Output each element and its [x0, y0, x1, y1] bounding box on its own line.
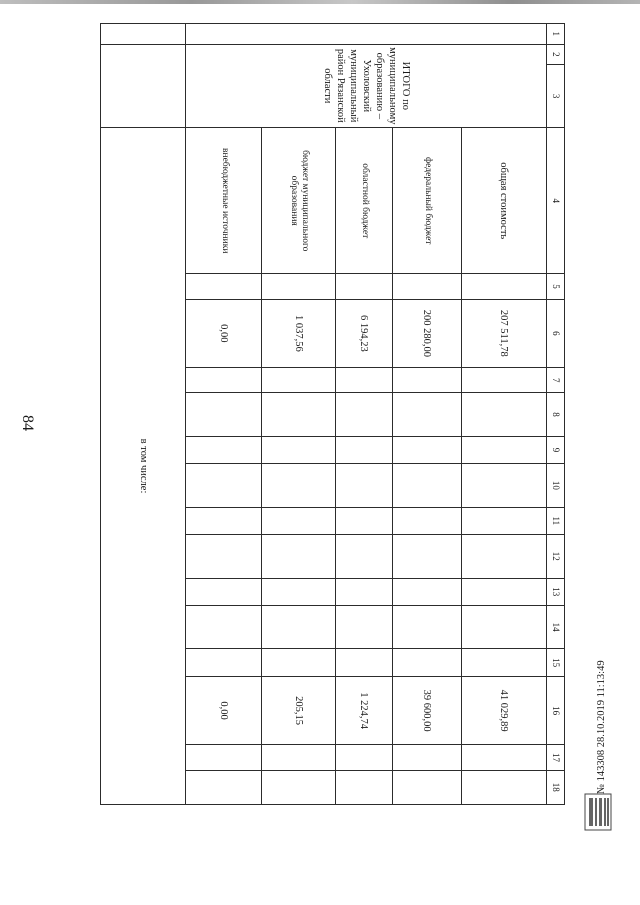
registration-stamp-text: № 143308 28.10.2019 11:13:49 — [596, 660, 607, 794]
row-label-municipal: бюджет муниципального образования — [262, 128, 336, 274]
total-col16: 41 029,89 — [461, 676, 546, 745]
col-index-2: 2 — [547, 44, 565, 65]
table-row-regional — [335, 24, 392, 805]
federal-col16: 39 600,00 — [392, 676, 461, 745]
col-index-7: 7 — [547, 368, 565, 393]
summary-title: ИТОГО по муниципальному образованию – Ухоловский муниципальный район Рязанской области — [186, 44, 547, 127]
empty-col-1 — [186, 24, 547, 45]
table-row-extrabudget — [186, 24, 262, 805]
row-label-extrabudget: внебюджетные источники — [186, 128, 262, 274]
federal-col6: 200 280,00 — [392, 299, 461, 368]
table-row-federal — [392, 24, 461, 805]
col-index-13: 13 — [547, 578, 565, 605]
scan-edge — [0, 0, 640, 4]
col-index-15: 15 — [547, 649, 565, 676]
col-index-1: 1 — [547, 24, 565, 45]
col-index-16: 16 — [547, 676, 565, 745]
row-label-federal: федеральный бюджет — [392, 128, 461, 274]
table-row-municipal — [262, 24, 336, 805]
municipal-col6: 1 037,56 — [262, 299, 336, 368]
municipal-col16: 205,15 — [262, 676, 336, 745]
regional-col16: 1 224,74 — [335, 676, 392, 745]
col-index-10: 10 — [547, 464, 565, 507]
col-index-3: 3 — [547, 65, 565, 128]
regional-col6: 6 194,23 — [335, 299, 392, 368]
col-index-9: 9 — [547, 436, 565, 463]
total-col6: 207 511,78 — [461, 299, 546, 368]
extrabudget-col6: 0,00 — [186, 299, 262, 368]
col-index-4: 4 — [547, 128, 565, 274]
col-index-11: 11 — [547, 507, 565, 534]
extrabudget-col16: 0,00 — [186, 676, 262, 745]
row-label-regional: областной бюджет — [335, 128, 392, 274]
col-index-17: 17 — [547, 745, 565, 770]
including-label: в том числе: — [101, 128, 186, 805]
budget-table-rotated — [100, 23, 565, 805]
col-index-12: 12 — [547, 535, 565, 578]
registration-stamp-icon — [583, 792, 613, 832]
column-index-row — [547, 24, 565, 805]
page-number: 84 — [19, 415, 36, 431]
col-index-5: 5 — [547, 274, 565, 299]
budget-table — [100, 23, 565, 805]
col-index-14: 14 — [547, 605, 565, 648]
col-index-8: 8 — [547, 393, 565, 436]
col-index-18: 18 — [547, 770, 565, 804]
col-index-6: 6 — [547, 299, 565, 368]
table-row-including — [101, 24, 186, 805]
table-row-total — [461, 24, 546, 805]
row-label-total: общая стоимость — [461, 128, 546, 274]
